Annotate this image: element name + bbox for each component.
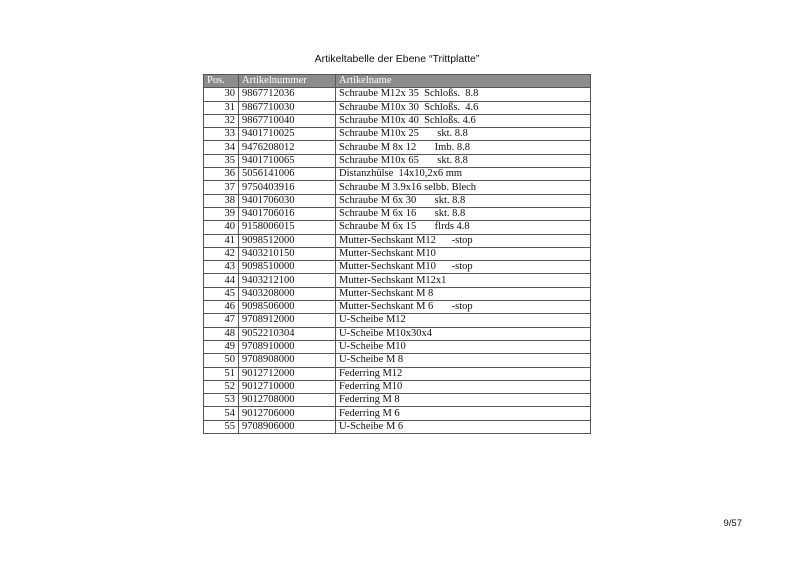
cell-article-name: Mutter-Sechskant M12x1 bbox=[336, 274, 591, 287]
cell-article-number: 9401710025 bbox=[239, 128, 336, 141]
cell-pos: 55 bbox=[204, 420, 239, 433]
cell-pos: 42 bbox=[204, 247, 239, 260]
cell-article-number: 9867712036 bbox=[239, 88, 336, 101]
cell-article-name: Schraube M10x 30 Schloßs. 4.6 bbox=[336, 101, 591, 114]
cell-pos: 34 bbox=[204, 141, 239, 154]
header-article-number: Artikelnummer bbox=[239, 75, 336, 88]
cell-article-number: 5056141006 bbox=[239, 168, 336, 181]
table-row bbox=[204, 287, 591, 300]
table-row bbox=[204, 261, 591, 274]
cell-article-name: Mutter-Sechskant M10 -stop bbox=[336, 261, 591, 274]
cell-article-name: U-Scheibe M10x30x4 bbox=[336, 327, 591, 340]
cell-article-name: Mutter-Sechskant M10 bbox=[336, 247, 591, 260]
cell-pos: 49 bbox=[204, 340, 239, 353]
cell-article-number: 9476208012 bbox=[239, 141, 336, 154]
cell-article-name: Schraube M 3.9x16 selbb. Blech bbox=[336, 181, 591, 194]
table-row bbox=[204, 301, 591, 314]
cell-article-name: U-Scheibe M12 bbox=[336, 314, 591, 327]
cell-article-name: Mutter-Sechskant M12 -stop bbox=[336, 234, 591, 247]
table-row bbox=[204, 354, 591, 367]
cell-article-number: 9403212100 bbox=[239, 274, 336, 287]
cell-pos: 36 bbox=[204, 168, 239, 181]
cell-article-number: 9012710000 bbox=[239, 380, 336, 393]
table-row bbox=[204, 114, 591, 127]
cell-article-number: 9012708000 bbox=[239, 394, 336, 407]
table-row bbox=[204, 327, 591, 340]
cell-article-number: 9708910000 bbox=[239, 340, 336, 353]
cell-article-number: 9401706016 bbox=[239, 207, 336, 220]
parts-table bbox=[203, 74, 591, 434]
cell-article-name: Schraube M 6x 16 skt. 8.8 bbox=[336, 207, 591, 220]
table-row bbox=[204, 194, 591, 207]
cell-article-name: Schraube M 8x 12 Imb. 8.8 bbox=[336, 141, 591, 154]
cell-pos: 30 bbox=[204, 88, 239, 101]
cell-pos: 46 bbox=[204, 301, 239, 314]
table-row bbox=[204, 181, 591, 194]
cell-article-name: Distanzhülse 14x10,2x6 mm bbox=[336, 168, 591, 181]
cell-article-number: 9708912000 bbox=[239, 314, 336, 327]
table-row bbox=[204, 88, 591, 101]
table-row bbox=[204, 154, 591, 167]
cell-article-name: U-Scheibe M10 bbox=[336, 340, 591, 353]
table-row bbox=[204, 168, 591, 181]
cell-pos: 52 bbox=[204, 380, 239, 393]
cell-article-number: 9158006015 bbox=[239, 221, 336, 234]
table-row bbox=[204, 247, 591, 260]
cell-article-number: 9098506000 bbox=[239, 301, 336, 314]
cell-pos: 40 bbox=[204, 221, 239, 234]
cell-article-number: 9052210304 bbox=[239, 327, 336, 340]
cell-pos: 37 bbox=[204, 181, 239, 194]
cell-article-number: 9708908000 bbox=[239, 354, 336, 367]
table-header-row bbox=[204, 75, 591, 88]
cell-article-number: 9708906000 bbox=[239, 420, 336, 433]
table-row bbox=[204, 367, 591, 380]
cell-article-name: Federring M 8 bbox=[336, 394, 591, 407]
table-row bbox=[204, 420, 591, 433]
cell-article-number: 9098512000 bbox=[239, 234, 336, 247]
table-row bbox=[204, 128, 591, 141]
cell-article-name: Schraube M10x 25 skt. 8.8 bbox=[336, 128, 591, 141]
cell-pos: 41 bbox=[204, 234, 239, 247]
table-row bbox=[204, 274, 591, 287]
cell-pos: 35 bbox=[204, 154, 239, 167]
cell-article-name: Schraube M 6x 30 skt. 8.8 bbox=[336, 194, 591, 207]
cell-pos: 31 bbox=[204, 101, 239, 114]
table-row bbox=[204, 394, 591, 407]
cell-pos: 54 bbox=[204, 407, 239, 420]
cell-article-number: 9403210150 bbox=[239, 247, 336, 260]
table-row bbox=[204, 407, 591, 420]
table-row bbox=[204, 314, 591, 327]
cell-pos: 33 bbox=[204, 128, 239, 141]
cell-pos: 48 bbox=[204, 327, 239, 340]
table-body bbox=[204, 88, 591, 434]
table-row bbox=[204, 234, 591, 247]
cell-article-number: 9750403916 bbox=[239, 181, 336, 194]
cell-article-name: Mutter-Sechskant M 6 -stop bbox=[336, 301, 591, 314]
cell-pos: 51 bbox=[204, 367, 239, 380]
cell-pos: 38 bbox=[204, 194, 239, 207]
cell-article-name: Federring M 6 bbox=[336, 407, 591, 420]
cell-pos: 44 bbox=[204, 274, 239, 287]
cell-pos: 32 bbox=[204, 114, 239, 127]
page-number: 9/57 bbox=[723, 518, 742, 529]
cell-article-name: Schraube M12x 35 Schloßs. 8.8 bbox=[336, 88, 591, 101]
table-row bbox=[204, 380, 591, 393]
table-row bbox=[204, 340, 591, 353]
table-row bbox=[204, 141, 591, 154]
cell-article-number: 9098510000 bbox=[239, 261, 336, 274]
cell-article-number: 9012712000 bbox=[239, 367, 336, 380]
cell-article-number: 9867710040 bbox=[239, 114, 336, 127]
table-row bbox=[204, 207, 591, 220]
cell-pos: 50 bbox=[204, 354, 239, 367]
cell-article-name: Federring M12 bbox=[336, 367, 591, 380]
cell-article-number: 9867710030 bbox=[239, 101, 336, 114]
cell-article-number: 9401710065 bbox=[239, 154, 336, 167]
table-row bbox=[204, 221, 591, 234]
cell-article-name: U-Scheibe M 8 bbox=[336, 354, 591, 367]
table-row bbox=[204, 101, 591, 114]
cell-article-number: 9403208000 bbox=[239, 287, 336, 300]
cell-article-name: Schraube M10x 40 Schloßs. 4.6 bbox=[336, 114, 591, 127]
header-pos: Pos. bbox=[204, 75, 239, 88]
cell-article-name: Federring M10 bbox=[336, 380, 591, 393]
cell-pos: 39 bbox=[204, 207, 239, 220]
header-article-name: Artikelname bbox=[336, 75, 591, 88]
page-title: Artikeltabelle der Ebene “Trittplatte” bbox=[314, 53, 480, 65]
cell-pos: 43 bbox=[204, 261, 239, 274]
cell-article-name: Schraube M 6x 15 flrds 4.8 bbox=[336, 221, 591, 234]
cell-article-name: Schraube M10x 65 skt. 8.8 bbox=[336, 154, 591, 167]
cell-article-name: U-Scheibe M 6 bbox=[336, 420, 591, 433]
cell-article-name: Mutter-Sechskant M 8 bbox=[336, 287, 591, 300]
cell-pos: 45 bbox=[204, 287, 239, 300]
cell-article-number: 9401706030 bbox=[239, 194, 336, 207]
cell-pos: 53 bbox=[204, 394, 239, 407]
cell-article-number: 9012706000 bbox=[239, 407, 336, 420]
cell-pos: 47 bbox=[204, 314, 239, 327]
